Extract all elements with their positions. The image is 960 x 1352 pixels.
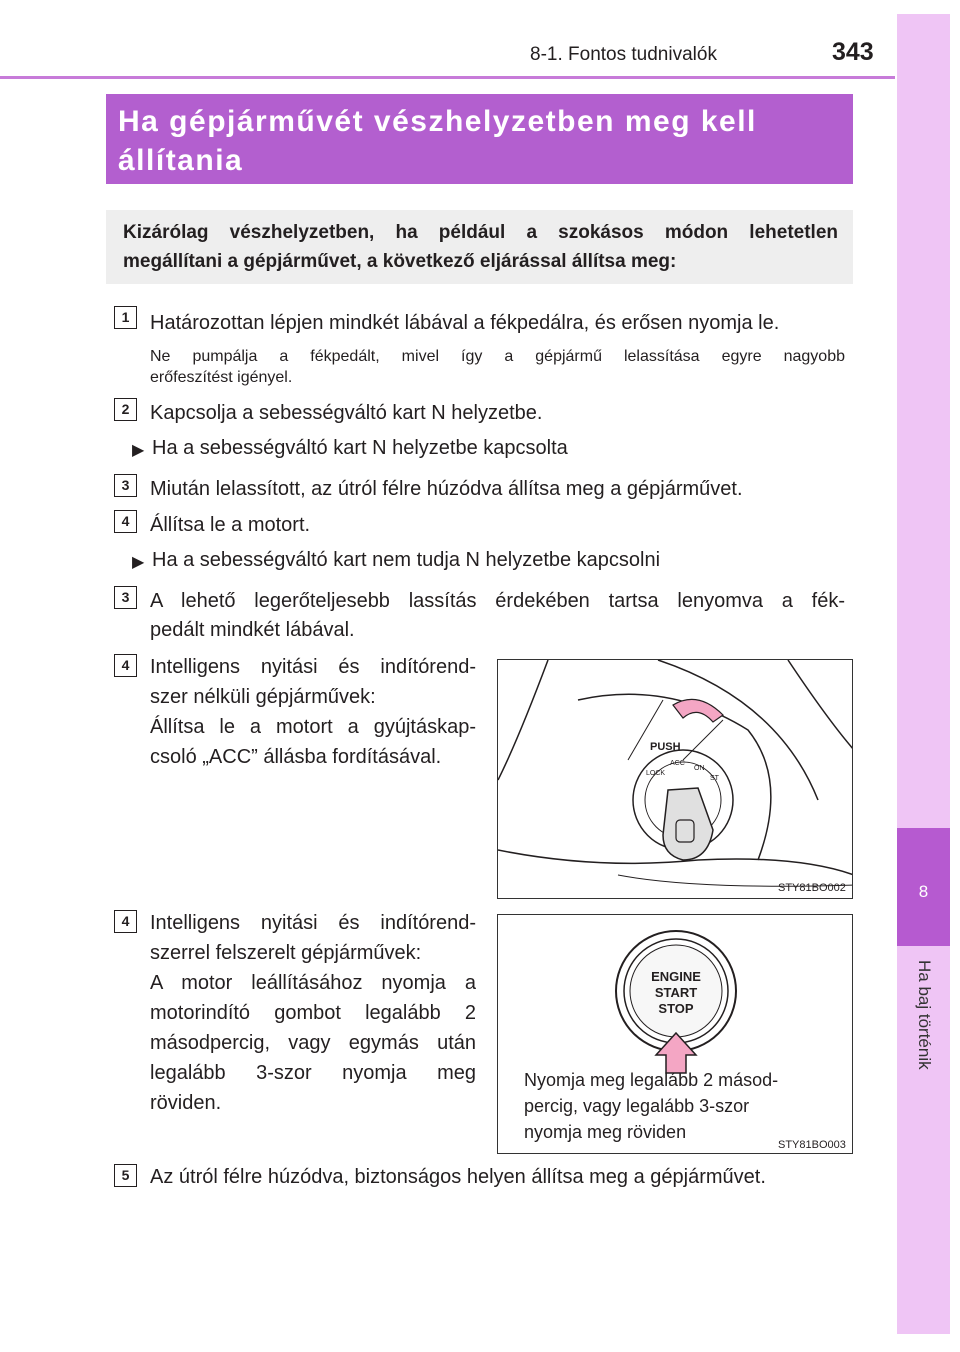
case-1-heading: Ha a sebességváltó kart N helyzetbe kapcsolta [152, 437, 568, 459]
engine-label: ENGINE [651, 969, 701, 984]
step-3b-line1: A lehető legerőteljesebb lassítás érdekében tartsa lenyomva a fék- [150, 590, 845, 612]
caption-line3: nyomja meg röviden [524, 1122, 687, 1142]
step-number-5: 5 [114, 1164, 137, 1187]
figure-2-caption [524, 1067, 778, 1145]
intro-box [106, 210, 853, 284]
step-4c-line6: legalább 3-szor nyomja meg [150, 1062, 476, 1084]
step-3a-text: Miután lelassított, az útról félre húzódva állítsa meg a gépjárművet. [150, 478, 743, 500]
step-4c-line5: másodpercig, vagy egymás után [150, 1032, 476, 1054]
step-4b-line4: csoló „ACC” állásba fordításával. [150, 746, 442, 768]
figure-1-code: STY81BO002 [778, 882, 846, 894]
step-4a-text: Állítsa le a motort. [150, 514, 311, 536]
start-label: START [654, 985, 698, 1000]
step-2-text: Kapcsolja a sebességváltó kart N helyzetbe. [150, 402, 543, 424]
intro-line2: megállítani a gépjárművet, a következő eljárással állítsa meg: [123, 251, 677, 272]
step-number-2: 2 [114, 398, 137, 421]
acc-label: ACC [670, 760, 685, 767]
on-label: ON [694, 765, 705, 772]
step-number-4: 4 [114, 654, 137, 677]
step-number-4: 4 [114, 510, 137, 533]
ignition-key-figure [497, 659, 853, 899]
start-label: ST [710, 775, 719, 782]
figure-2-code: STY81BO003 [778, 1139, 846, 1151]
section-heading [106, 94, 853, 184]
step-1-note-line1: Ne pumpálja a fékpedált, mivel így a gépjármű lelassítása egyre nagyobb [150, 348, 845, 365]
ignition-key-illustration [498, 660, 853, 899]
step-number-3: 3 [114, 474, 137, 497]
step-number-3: 3 [114, 586, 137, 609]
step-1-text: Határozottan lépjen mindkét lábával a fékpedálra, és erősen nyomja le. [150, 312, 780, 334]
step-4c-line3: A motor leállításához nyomja a [150, 972, 476, 994]
chapter-sidebar [897, 14, 950, 1334]
caption-line1: Nyomja meg legalább 2 másod- [524, 1070, 779, 1090]
case-2-heading: Ha a sebességváltó kart nem tudja N helyzetbe kapcsolni [152, 549, 661, 571]
step-4b-line3: Állítsa le a motort a gyújtáskap- [150, 716, 476, 738]
caption-line2: percig, vagy legalább 3-szor [524, 1096, 750, 1116]
page-number: 343 [832, 38, 874, 66]
chapter-label: Ha baj történik [915, 960, 934, 1070]
header-divider [0, 76, 895, 79]
case-arrow-icon: ▶ [132, 554, 145, 571]
section-title-line2: állítania [118, 144, 244, 177]
chapter-tab[interactable] [897, 828, 950, 946]
engine-button-figure [497, 914, 853, 1154]
chapter-title: 8-1. Fontos tudnivalók [530, 44, 717, 65]
push-label: PUSH [650, 741, 681, 753]
step-4c-line7: röviden. [150, 1092, 222, 1114]
stop-label: STOP [658, 1001, 694, 1016]
chapter-number: 8 [918, 882, 929, 901]
step-5-text: Az útról félre húzódva, biztonságos helyen állítsa meg a gépjárművet. [150, 1166, 766, 1188]
step-4c-line2: szerrel felszerelt gépjárművek: [150, 942, 422, 964]
step-4c-line1: Intelligens nyitási és indítórend- [150, 912, 476, 934]
step-number-4: 4 [114, 910, 137, 933]
case-arrow-icon: ▶ [132, 442, 145, 459]
lock-label: LOCK [646, 770, 666, 777]
step-4b-line1: Intelligens nyitási és indítórend- [150, 656, 476, 678]
step-4c-line4: motorindító gombot legalább 2 [150, 1002, 476, 1024]
step-4b-line2: szer nélküli gépjárművek: [150, 686, 376, 708]
step-3b-line2: pedált mindkét lábával. [150, 619, 355, 641]
intro-line1: Kizárólag vészhelyzetben, ha például a szokásos módon lehetetlen [123, 222, 838, 243]
step-number-1: 1 [114, 306, 137, 329]
step-1-note-line2: erőfeszítést igényel. [150, 369, 293, 386]
section-title-line1: Ha gépjárművét vészhelyzetben meg kell [118, 105, 757, 138]
